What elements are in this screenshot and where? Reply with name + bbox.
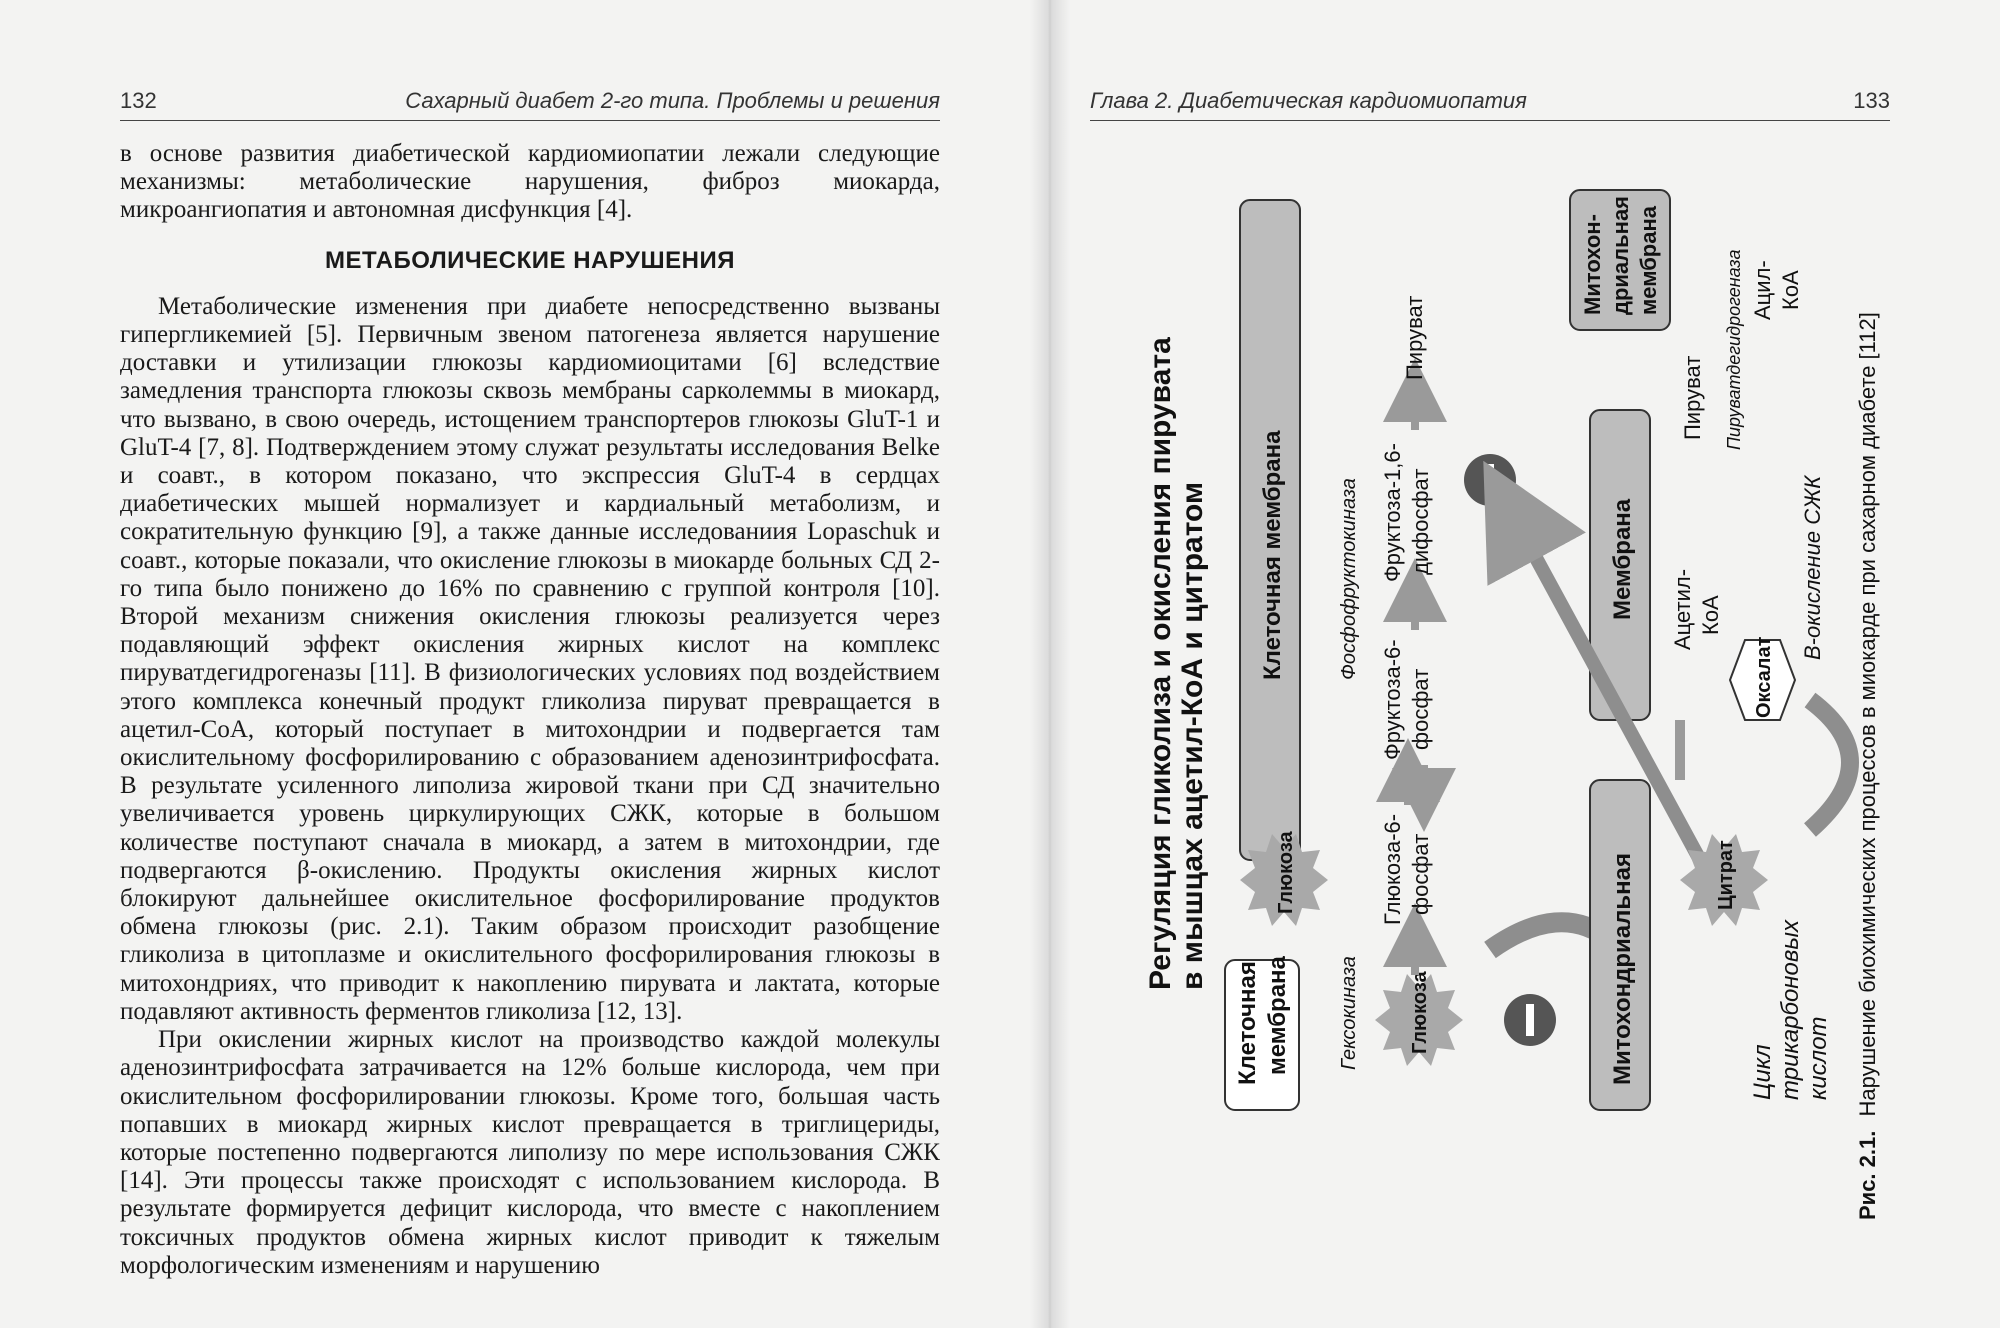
acyl-coa-label-1: Ацил-	[1750, 260, 1775, 320]
tca-label-1: Цикл	[1749, 1044, 1776, 1100]
right-page-number: 133	[1853, 88, 1890, 113]
glucose-outer-label: Глюкоза	[1275, 831, 1297, 914]
mito-membrane-right-label-1: Митохон-	[1580, 214, 1605, 315]
pyruvate-mito-label: Пируват	[1680, 355, 1705, 440]
pdh-label: Пируватдегидрогеназа	[1724, 249, 1744, 450]
tca-label-3: кислот	[1805, 1016, 1832, 1100]
right-running-header	[1090, 80, 1890, 121]
mito-membrane-right-label-3: мембрана	[1636, 206, 1661, 315]
left-running-title: Сахарный диабет 2-го типа. Проблемы и решения	[405, 88, 940, 113]
glucose-inner-label: Глюкоза	[1409, 971, 1431, 1054]
figure-caption-text: Нарушение биохимических процессов в миокарде при сахарном диабете [112]	[1855, 312, 1880, 1117]
tca-label-2: трикарбоновых	[1777, 919, 1804, 1100]
section-heading: МЕТАБОЛИЧЕСКИЕ НАРУШЕНИЯ	[325, 246, 735, 274]
g6p-label-2: фосфат	[1408, 833, 1433, 915]
f16p-label-2: дифосфат	[1408, 468, 1433, 575]
body-paragraph-1: Метаболические изменения при диабете непосредственно вызваны гипергликемией [5]. Первичным звеном патогенеза является нарушение доставки и утилизации глюкозы кардиомиоцитами [6] вследствие замедления транспорта глюкозы сквозь мембраны сарколеммы в миокард, что вызвано, в свою очередь, истощением транспортеров глюкозы GluT-1 и GluT-4 [7, 8]. Подтверждением этому служат результаты исследования Belke и соавт., в котором показано, что экспрессия GluT-4 в сердцах диабетических мышей нормализует и кардиальный метаболизм, и сократительную функцию [9], а также данные исследованиия Lopaschuk и соавт., которые показали, что окисление глюкозы в миокарде больных СД 2-го типа было понижено до 16% по сравнению с группой контроля [10]. Второй механизм снижения окисления глюкозы реализуется через подавляющий эффект окисления жирных кислот на комплекс пируватдегидрогеназы [11]. В физиологических условиях под воздействием этого комплекса конечный продукт гликолиза пируват превращается в ацетил-CoA, который поступает в митохондрии и подвергается там окислительному фосфорилированию с образованием аденозинтрифосфата. В результате усиленного липолиза жировой ткани при СД значительно увеличивается уровень циркулирующих СЖК, которые в большом количестве поступают сначала в миокард, а затем в митохондрии, где подвергаются β-окислению. Продукты окисления жирных кислот блокируют дальнейшее окислительное фосфорилирование продуктов обмена глюкозы (рис. 2.1). Таким образом происходит разобщение гликолиза в цитоплазме и окислительного фосфорилирования глюкозы в митохондриях, что приводит к накоплению пирувата и лактата, которые подавляют активность ферментов гликолиза [12, 13].	[120, 292, 940, 1025]
figure-2-1	[1090, 140, 1890, 1280]
page-gutter	[1030, 0, 1070, 1328]
intro-paragraph: в основе развития диабетической кардиомиопатии лежали следующие механизмы: метаболические нарушения, фиброз миокарда, микроангиопатия и автономная дисфункция [4].	[120, 140, 940, 224]
f6p-label-1: Фруктоза-6-	[1380, 639, 1405, 760]
inhibition-bar-right	[1486, 464, 1494, 496]
membrane-mid-label: Мембрана	[1609, 498, 1636, 620]
phosphofructokinase-label: Фосфофруктокиназа	[1338, 478, 1360, 680]
oxalate-label: Оксалат	[1753, 636, 1775, 718]
figure-caption-label: Рис. 2.1.	[1855, 1130, 1880, 1220]
left-page-body	[120, 140, 940, 1280]
right-running-title: Глава 2. Диабетическая кардиомиопатия	[1090, 88, 1527, 113]
pyruvate-top-label: Пируват	[1402, 295, 1427, 380]
tca-cycle-arrow	[1810, 700, 1850, 830]
g6p-label-1: Глюкоза-6-	[1380, 813, 1405, 925]
figure-title-line2: в мышцах ацетил-КоА и цитратом	[1176, 481, 1209, 990]
f16p-label-1: Фруктоза-1,6-	[1380, 443, 1405, 582]
hexokinase-label: Гексокиназа	[1338, 956, 1360, 1070]
citrate-label: Цитрат	[1715, 840, 1737, 910]
beta-oxidation-label: В-окисление СЖК	[1800, 475, 1825, 660]
mito-membrane-right-label-2: дриальная	[1608, 195, 1633, 315]
figure-title-line1: Регуляция гликолиза и окисления пирувата	[1144, 337, 1177, 990]
left-page-number: 132	[120, 88, 157, 113]
acetyl-coa-label-1: Ацетил-	[1670, 568, 1695, 650]
f6p-label-2: фосфат	[1408, 668, 1433, 750]
mito-membrane-left-label: Митохондриальная	[1609, 853, 1636, 1085]
figure-caption	[1855, 312, 1880, 1220]
cell-membrane-left-label-1: Клеточная	[1234, 961, 1261, 1085]
inhibition-bar-left	[1526, 1004, 1534, 1036]
left-running-header	[120, 80, 940, 121]
figure-diagram	[1090, 140, 1890, 1280]
acyl-coa-label-2: КоА	[1778, 270, 1803, 310]
cell-membrane-left-label-2: мембрана	[1264, 956, 1291, 1075]
body-paragraph-2: При окислении жирных кислот на производство каждой молекулы аденозинтрифосфата затрачивается на 12% больше кислорода, чем при окислительном фосфорилировании глюкозы. Кроме того, большая часть попавших в миокард жирных кислот превращается в триглицериды, которые постепенно подвергаются липолизу по мере использования СЖК [14]. Эти процессы также происходят с использованием кислорода. В результате формируется дефицит кислорода, что вместе с накоплением токсичных продуктов обмена жирных кислот приводит к тяжелым морфологическим изменениям и нарушению	[120, 1026, 940, 1279]
acetyl-coa-label-2: КоА	[1698, 595, 1723, 635]
cell-membrane-right-label: Клеточная мембрана	[1259, 430, 1286, 680]
right-page	[1090, 80, 1890, 1280]
